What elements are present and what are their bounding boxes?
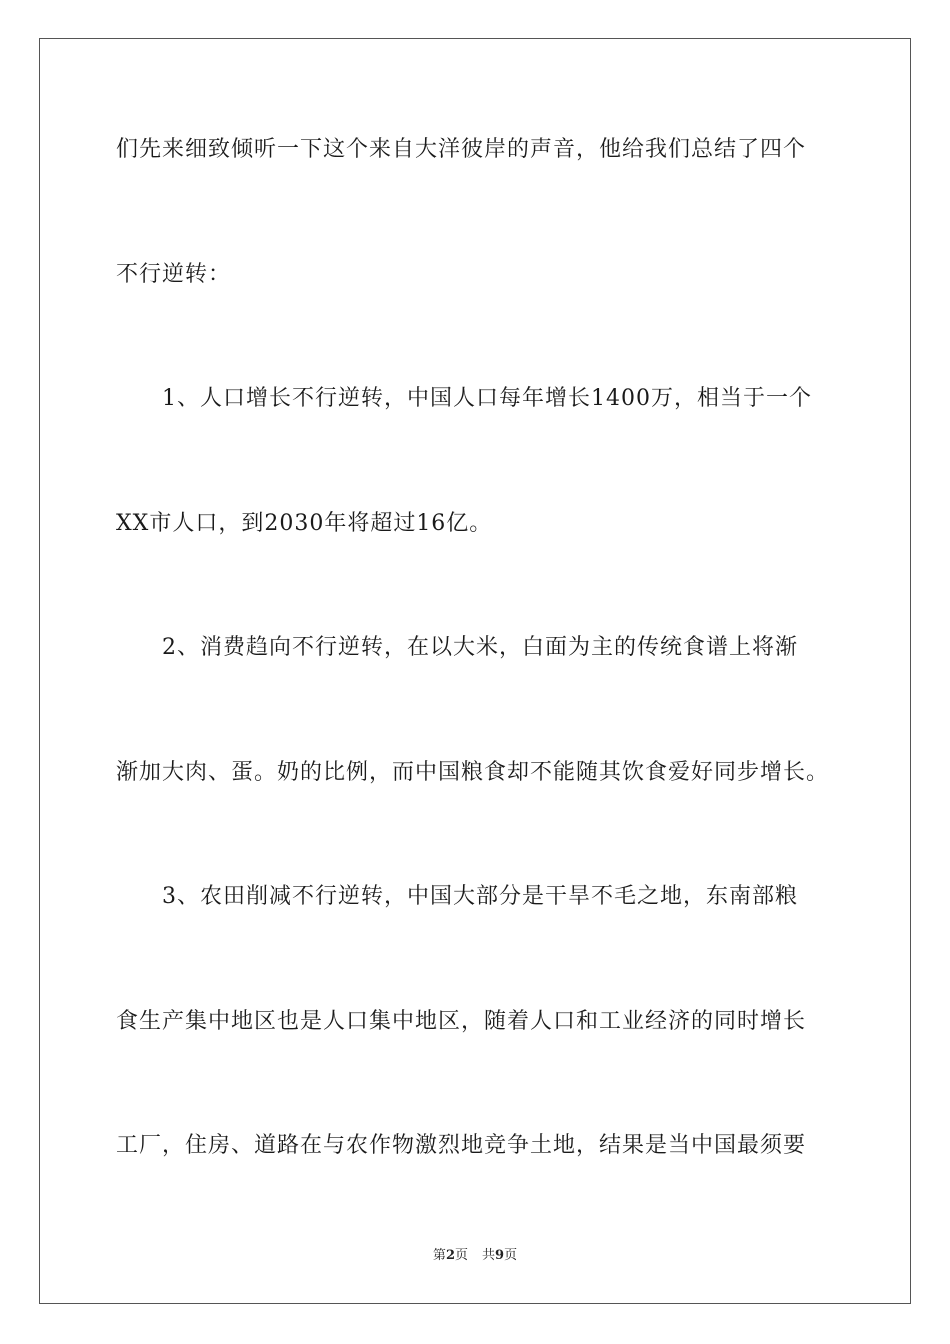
- paragraph-line: 渐加大肉、蛋。奶的比例，而中国粮食却不能随其饮食爱好同步增长。: [116, 760, 830, 785]
- page-total-prefix: 共: [482, 1248, 496, 1263]
- paragraph-line: XX市人口，到2030年将超过16亿。: [116, 511, 493, 536]
- paragraph-line: 工厂，住房、道路在与农作物激烈地竞争土地，结果是当中国最须要: [116, 1133, 807, 1158]
- paragraph-line: 们先来细致倾听一下这个来自大洋彼岸的声音，他给我们总结了四个: [116, 137, 807, 162]
- page-total-suffix: 页: [504, 1248, 518, 1263]
- page-number-current: 2: [445, 1248, 455, 1263]
- paragraph-line: 不行逆转：: [116, 262, 232, 287]
- page-footer: [0, 1248, 950, 1264]
- paragraph-line: 3、农田削减不行逆转，中国大部分是干旱不毛之地，东南部粮: [162, 884, 798, 909]
- paragraph-line: 1、人口增长不行逆转，中国人口每年增长1400万，相当于一个: [162, 386, 812, 411]
- page-number-prefix: 第: [432, 1248, 446, 1263]
- paragraph-line: 食生产集中地区也是人口集中地区，随着人口和工业经济的同时增长: [116, 1009, 807, 1034]
- paragraph-line: 2、消费趋向不行逆转，在以大米，白面为主的传统食谱上将渐: [162, 635, 798, 660]
- page-total: 9: [495, 1248, 505, 1263]
- page-number-suffix: 页: [454, 1248, 468, 1263]
- page-border: [39, 38, 911, 1304]
